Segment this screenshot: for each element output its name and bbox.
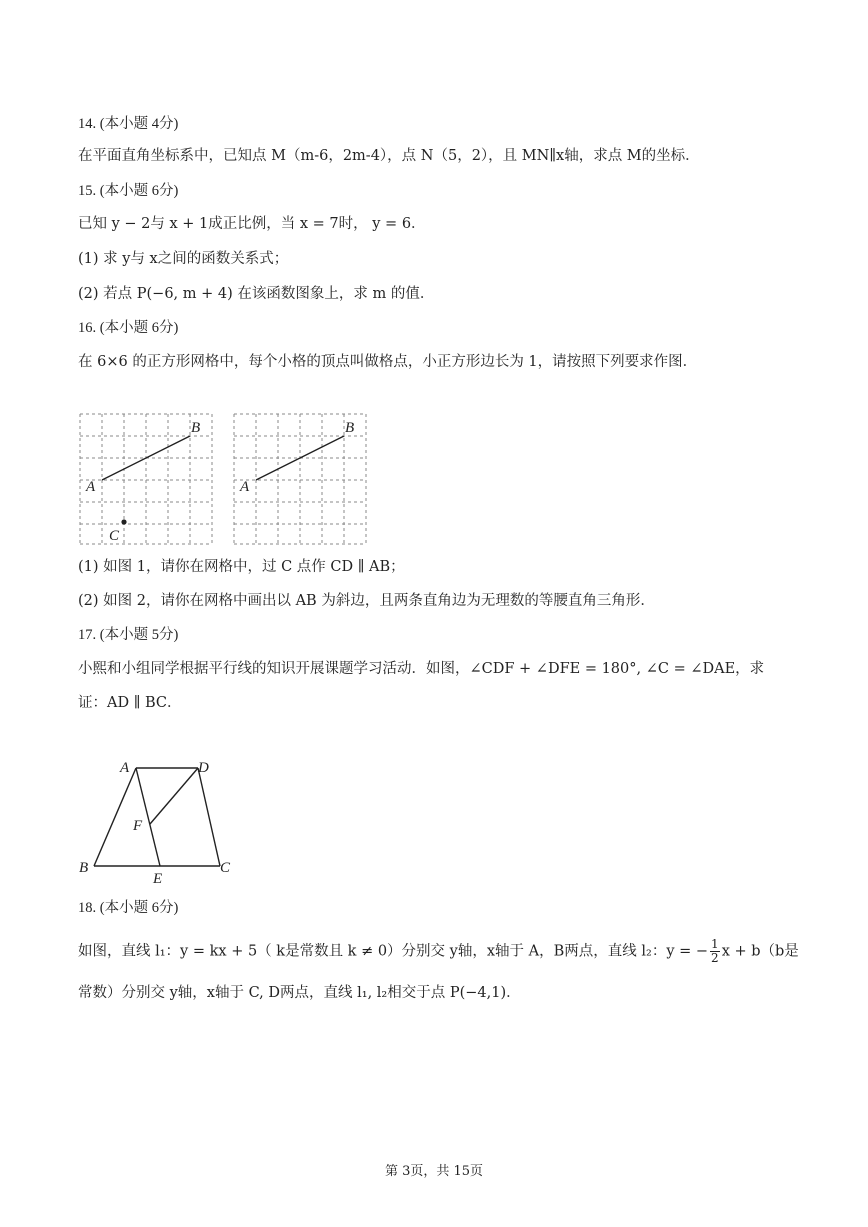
- problem-15-part2: (2) 若点 P(−6, m + 4) 在该函数图象上，求 m 的值．: [78, 286, 435, 302]
- problem-15-header: 15. (本小题 6分): [78, 183, 179, 199]
- fraction-denominator: 2: [711, 951, 719, 965]
- label-a-1: A: [86, 479, 96, 495]
- problem-18-text-a: 如图，直线 l₁：y = kx + 5（ k是常数且 k ≠ 0）分别交 y轴，x轴于 A，B两点，直线 l₂：y = −: [78, 943, 709, 960]
- fraction-one-half: [710, 938, 720, 965]
- trapezoid-figure: [74, 752, 244, 887]
- problem-17-text-cont: 证：AD ∥ BC．: [78, 695, 182, 711]
- problem-16-header: 16. (本小题 6分): [78, 320, 179, 336]
- problem-16-text: 在 6×6 的正方形网格中，每个小格的顶点叫做格点，小正方形边长为 1，请按照下列要求作图．: [78, 354, 698, 370]
- point-c: [121, 519, 126, 524]
- grid-figure-2: [230, 410, 370, 546]
- problem-18-text-b: x + b（b是: [721, 943, 799, 960]
- label-c-trap: C: [220, 860, 231, 876]
- fraction-numerator: 1: [711, 937, 719, 951]
- problem-14-text: 在平面直角坐标系中，已知点 M（m-6，2m-4），点 N（5，2），且 MN∥x轴，求点 M的坐标．: [78, 148, 700, 164]
- label-c: C: [109, 528, 120, 544]
- label-b-trap: B: [79, 860, 89, 876]
- label-d-trap: D: [198, 760, 209, 776]
- problem-16-part1: (1) 如图 1，请你在网格中，过 C 点作 CD ∥ AB；: [78, 559, 405, 575]
- label-a-2: A: [240, 479, 250, 495]
- problem-17-header: 17. (本小题 5分): [78, 627, 179, 643]
- label-f-trap: F: [133, 818, 143, 834]
- problem-18-header: 18. (本小题 6分): [78, 900, 179, 916]
- problem-17-text: 小熙和小组同学根据平行线的知识开展课题学习活动．如图，∠CDF + ∠DFE = 180°, ∠C = ∠DAE，求: [78, 661, 765, 677]
- problem-18-text-cont: 常数）分别交 y轴，x轴于 C, D两点，直线 l₁, l₂相交于点 P(−4,1)．: [78, 985, 521, 1001]
- problem-15-part1: (1) 求 y与 x之间的函数关系式；: [78, 251, 289, 267]
- page-footer: 第 3页，共 15页: [384, 1164, 484, 1179]
- problem-16-part2: (2) 如图 2，请你在网格中画出以 AB 为斜边，且两条直角边为无理数的等腰直角三角形．: [78, 593, 655, 609]
- label-a-trap: A: [120, 760, 130, 776]
- label-b-2: B: [345, 420, 355, 436]
- grid-figure-1: [76, 410, 216, 546]
- label-e-trap: E: [153, 871, 163, 887]
- problem-18-text: [78, 938, 799, 965]
- label-b-1: B: [191, 420, 201, 436]
- problem-15-text: 已知 y − 2与 x + 1成正比例，当 x = 7时， y = 6．: [78, 216, 426, 232]
- problem-14-header: 14. (本小题 4分): [78, 116, 179, 132]
